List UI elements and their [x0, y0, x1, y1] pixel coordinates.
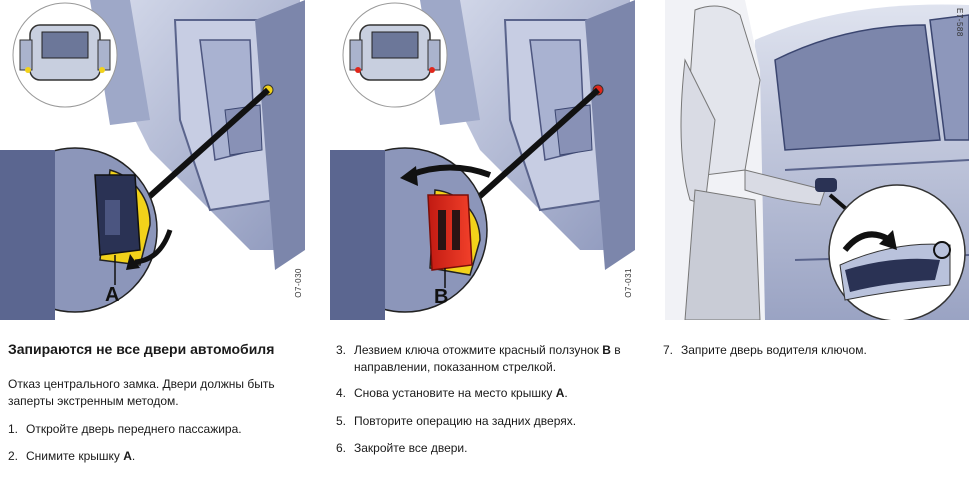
callout-ref: А — [123, 449, 132, 463]
step-text: Закройте все двери. — [354, 441, 468, 455]
driver-door-illustration — [665, 0, 969, 320]
door-latch-illustration — [0, 0, 305, 320]
step-number: 5. — [336, 414, 347, 428]
step-item — [336, 413, 656, 431]
step-number: 3. — [336, 343, 347, 357]
step-text: Заприте дверь водителя ключом. — [681, 343, 867, 357]
figure-code: O7-030 — [294, 268, 303, 298]
step-text: Лезвием ключа отожмите красный ползунок B в направлении, показанном стрелкой. — [354, 343, 621, 374]
section-heading: Запираются не все двери автомобиля — [8, 341, 275, 357]
figure-slider-b — [330, 0, 635, 320]
step-item — [8, 421, 308, 439]
step-text: Снимите крышку А. — [26, 449, 136, 463]
figure-code: E7-588 — [955, 8, 964, 37]
step-item — [336, 342, 656, 378]
figure-callout-label-b: B — [434, 286, 449, 308]
step-text: Снова установите на место крышку А. — [354, 386, 568, 400]
callout-ref: B — [602, 343, 611, 357]
figure-code: O7-031 — [624, 268, 633, 298]
step-item — [8, 448, 308, 466]
intro-line: заперты экстренным методом. — [8, 394, 179, 408]
callout-ref: А — [555, 386, 565, 400]
step-number: 7. — [663, 343, 674, 357]
figure-callout-label-a: A — [105, 284, 120, 306]
step-item — [663, 342, 963, 360]
figure-driver-door-key — [665, 0, 969, 320]
intro-line: Отказ центрального замка. Двери должны быть — [8, 377, 275, 391]
step-text: Откройте дверь переднего пассажира. — [26, 422, 242, 436]
door-slider-illustration — [330, 0, 635, 320]
step-item — [336, 385, 656, 403]
intro-paragraph — [8, 376, 275, 410]
step-text: Повторите операцию на задних дверях. — [354, 414, 577, 428]
figure-door-cover-a — [0, 0, 305, 320]
step-number: 4. — [336, 386, 347, 400]
step-number: 1. — [8, 422, 19, 436]
step-number: 6. — [336, 441, 347, 455]
step-number: 2. — [8, 449, 19, 463]
step-item — [336, 440, 656, 458]
